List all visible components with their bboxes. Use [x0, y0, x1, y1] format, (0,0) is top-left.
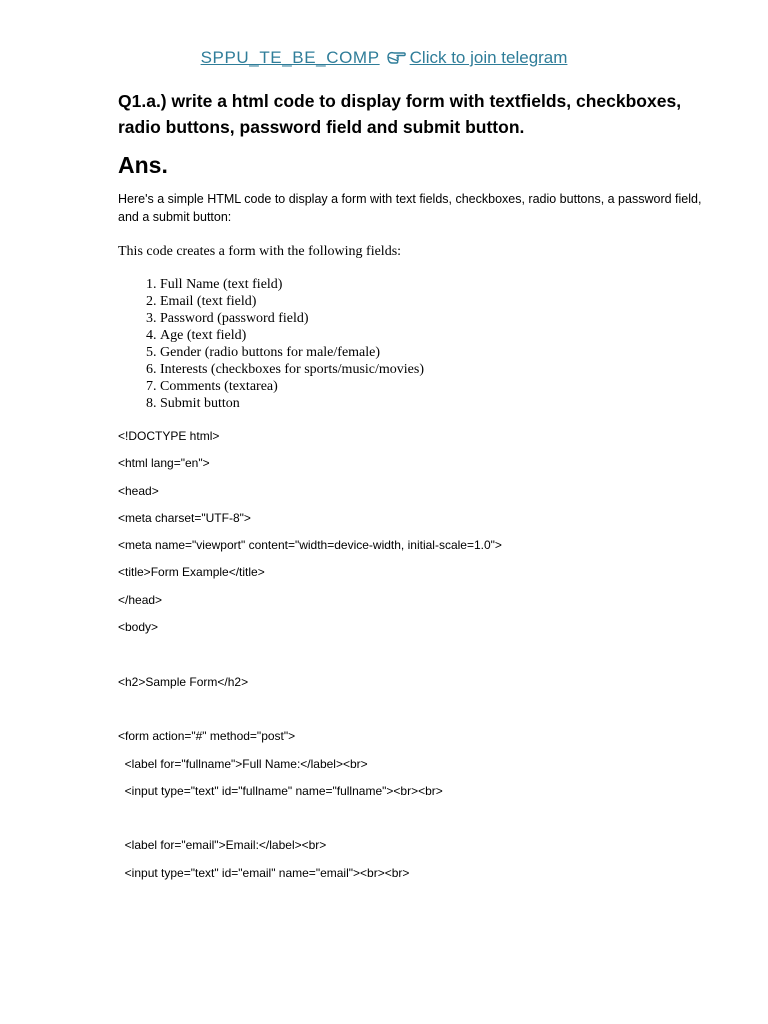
channel-name[interactable]: SPPU_TE_BE_COMP — [200, 48, 380, 67]
code-line — [118, 644, 738, 671]
code-line: <meta name="viewport" content="width=device-width, initial-scale=1.0"> — [118, 538, 502, 553]
code-line: <title>Form Example</title> — [118, 565, 265, 580]
code-line: <label for="email">Email:</label><br> — [118, 838, 327, 853]
list-item: 8. Submit button — [160, 395, 678, 412]
list-item: 4. Age (text field) — [160, 327, 678, 344]
code-line: <html lang="en"> — [118, 456, 210, 471]
code-line — [118, 808, 738, 835]
code-line: <input type="text" id="fullname" name="fullname"><br><br> — [118, 783, 443, 798]
code-line: <h2>Sample Form</h2> — [118, 674, 249, 689]
list-item: 1. Full Name (text field) — [160, 276, 678, 293]
code-line: </head> — [118, 592, 163, 607]
code-line: <body> — [118, 620, 159, 635]
code-line — [118, 699, 738, 726]
list-item: 3. Password (password field) — [160, 310, 678, 327]
list-item: 2. Email (text field) — [160, 293, 678, 310]
code-line: <meta charset="UTF-8"> — [118, 510, 251, 525]
code-line: <form action="#" method="post"> — [118, 729, 296, 744]
intro-paragraph: Here's a simple HTML code to display a form with text fields, checkboxes, radio buttons, a password field, and a submit button: — [118, 192, 702, 224]
question-text: Q1.a.) write a html code to display form with textfields, checkboxes, radio buttons, password field and submit button. — [118, 91, 682, 137]
list-item: 7. Comments (textarea) — [160, 378, 678, 395]
pointing-hand-icon — [386, 48, 406, 66]
fields-section — [118, 242, 678, 412]
fields-list — [118, 276, 678, 412]
telegram-link[interactable] — [0, 46, 768, 70]
code-line: <!DOCTYPE html> — [118, 429, 220, 443]
list-item: 5. Gender (radio buttons for male/female) — [160, 344, 678, 361]
telegram-link-text[interactable]: Click to join telegram — [409, 48, 568, 67]
code-line: <label for="fullname">Full Name:</label><br> — [118, 756, 368, 771]
code-line: <input type="text" id="email" name="email"><br><br> — [118, 865, 410, 880]
fields-lead: This code creates a form with the following fields: — [118, 244, 402, 259]
list-item: 6. Interests (checkboxes for sports/music/movies) — [160, 361, 678, 378]
code-block — [118, 426, 738, 890]
answer-heading: Ans. — [118, 152, 168, 178]
code-line: <head> — [118, 483, 159, 498]
